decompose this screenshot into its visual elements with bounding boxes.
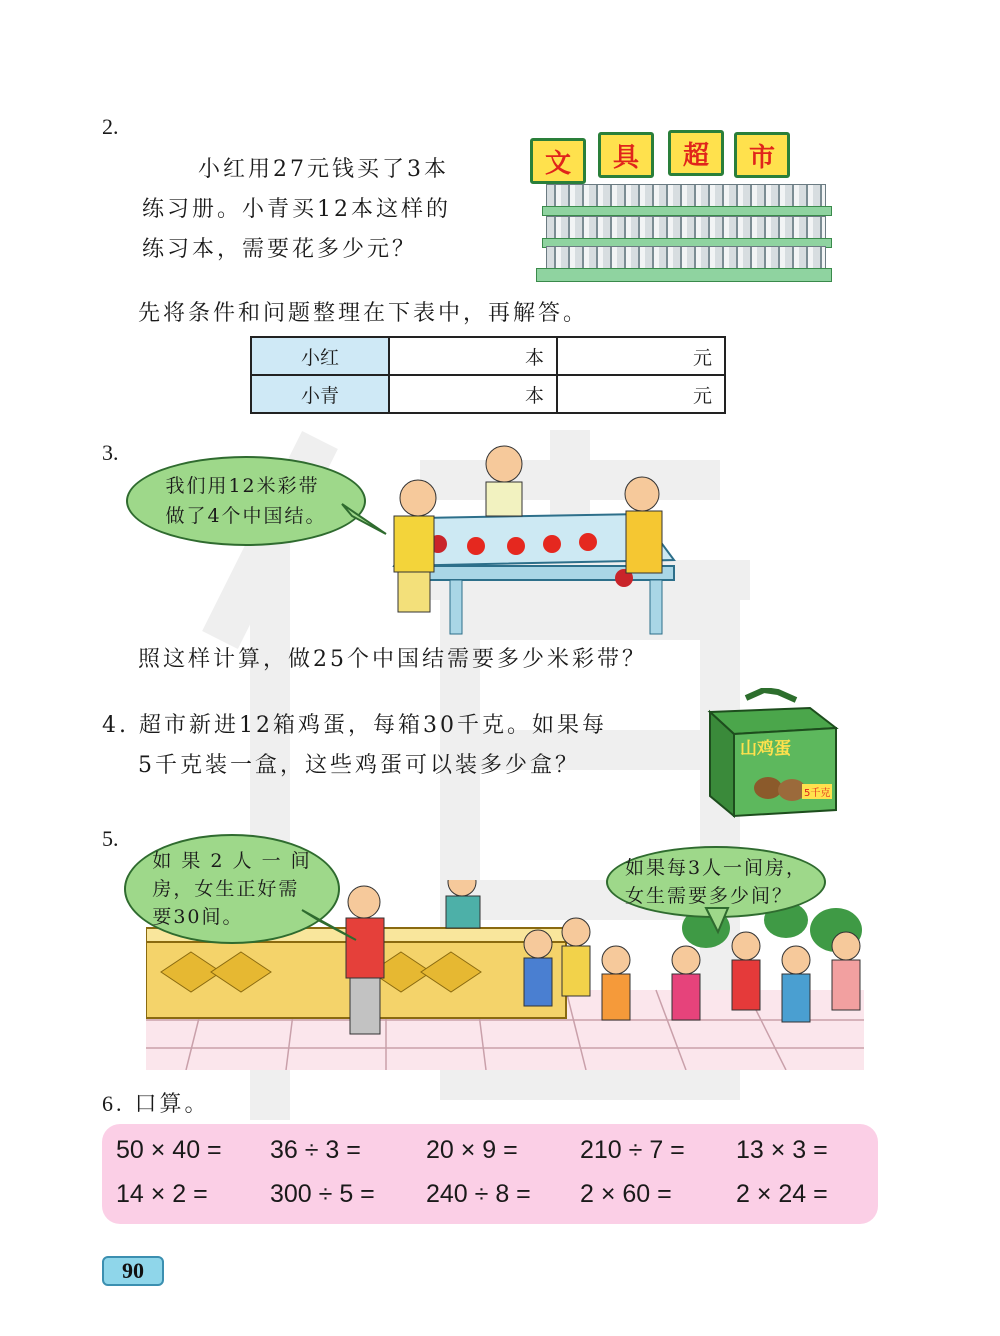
bubble-line: 如果每3人一间房， xyxy=(624,857,808,879)
calc-item: 36 ÷ 3 = xyxy=(270,1136,361,1164)
egg-box-weight: 5千克 xyxy=(802,784,832,799)
question-2-line-3: 练习本，需要花多少元？ xyxy=(142,237,418,262)
bubble-tail xyxy=(700,906,740,936)
calc-item: 2 × 24 = xyxy=(736,1180,828,1208)
question-3-question: 照这样计算，做25个中国结需要多少米彩带？ xyxy=(138,647,647,672)
egg-box-label: 山鸡蛋 xyxy=(740,739,791,759)
question-2-line-1: 小红用27元钱买了3本 xyxy=(198,157,449,182)
table-cell-unit: 本 xyxy=(389,337,557,375)
question-2-number: 2. xyxy=(102,114,119,139)
shelf-base xyxy=(536,268,832,282)
table-row xyxy=(251,337,725,375)
question-6-number: 6. xyxy=(102,1091,125,1116)
question-3-number: 3. xyxy=(102,440,119,465)
bubble-line: 要30间。 xyxy=(152,906,244,928)
stationery-store-illustration xyxy=(522,128,840,288)
question-2-line-2: 练习册。小青买12本这样的 xyxy=(142,197,451,222)
speech-bubble-text xyxy=(152,847,311,931)
store-sign-letter: 市 xyxy=(734,132,790,178)
question-4-line-1-text: 超市新进12箱鸡蛋，每箱30千克。如果每 xyxy=(139,713,607,738)
shelf xyxy=(542,206,832,216)
condition-table xyxy=(250,336,726,414)
store-sign-letter: 文 xyxy=(530,138,586,184)
bubble-line: 女生需要多少间？ xyxy=(624,885,793,907)
shelf-products xyxy=(546,184,826,208)
bubble-line: 做了4个中国结。 xyxy=(165,505,327,527)
calc-item: 2 × 60 = xyxy=(580,1180,672,1208)
speech-bubble-text xyxy=(625,854,807,910)
children-making-knots-illustration xyxy=(380,438,690,638)
question-4-text xyxy=(102,706,702,786)
table-cell-name: 小青 xyxy=(251,375,389,413)
bubble-line: 如 果 2 人 一 间 xyxy=(152,850,312,872)
bubble-tail xyxy=(300,906,360,946)
question-2-text xyxy=(142,150,512,270)
calc-item: 20 × 9 = xyxy=(426,1136,518,1164)
page-number: 90 xyxy=(102,1256,164,1286)
egg-box-illustration xyxy=(706,688,840,820)
calc-item: 210 ÷ 7 = xyxy=(580,1136,685,1164)
store-sign-letter: 超 xyxy=(668,130,724,176)
calc-item: 14 × 2 = xyxy=(116,1180,208,1208)
question-5-number: 5. xyxy=(102,826,119,851)
bubble-line: 房，女生正好需 xyxy=(152,878,300,900)
calc-item: 240 ÷ 8 = xyxy=(426,1180,531,1208)
table-cell-name: 小红 xyxy=(251,337,389,375)
store-sign-letter: 具 xyxy=(598,132,654,178)
bubble-line: 我们用12米彩带 xyxy=(165,475,320,497)
question-6-title: 口算。 xyxy=(134,1092,210,1117)
table-cell-unit: 本 xyxy=(389,375,557,413)
shelf-products xyxy=(546,246,826,270)
question-4-line-1 xyxy=(102,706,702,746)
table-cell-unit: 元 xyxy=(557,375,725,413)
question-6-header xyxy=(102,1084,210,1125)
table-cell-unit: 元 xyxy=(557,337,725,375)
question-2-instruction: 先将条件和问题整理在下表中，再解答。 xyxy=(138,301,589,326)
speech-bubble-text xyxy=(165,471,326,531)
shelf-products xyxy=(546,216,826,240)
question-4-line-2: 5千克装一盒，这些鸡蛋可以装多少盒？ xyxy=(138,753,580,778)
calc-item: 50 × 40 = xyxy=(116,1136,222,1164)
calc-item: 300 ÷ 5 = xyxy=(270,1180,375,1208)
question-4-number: 4. xyxy=(102,713,129,738)
table-row xyxy=(251,375,725,413)
calc-item: 13 × 3 = xyxy=(736,1136,828,1164)
speech-bubble xyxy=(126,456,366,546)
